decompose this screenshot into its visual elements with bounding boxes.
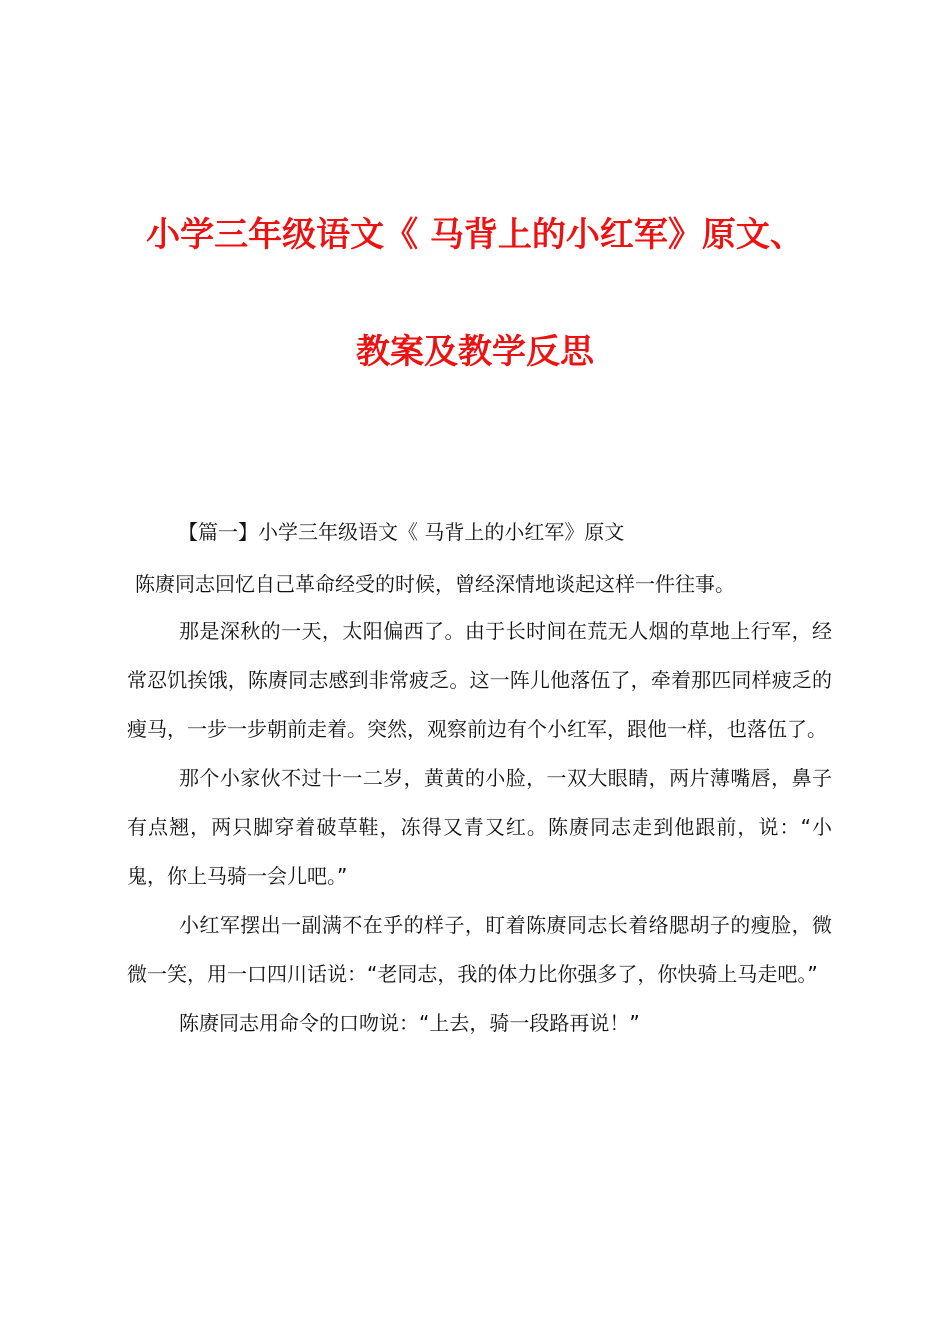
paragraph-5: 陈赓同志用命令的口吻说：“上去，骑一段路再说！”: [179, 1011, 640, 1035]
section-heading: 【篇一】小学三年级语文《 马背上的小红军》原文: [178, 520, 625, 544]
paragraph-1: 陈赓同志回忆自己革命经受的时候，曾经深情地谈起这样一件往事。: [135, 572, 735, 596]
document-body: [127, 516, 832, 1048]
document-title-line-2: 教案及教学反思: [356, 332, 594, 372]
paragraph-4: 小红军摆出一副满不在乎的样子，盯着陈赓同志长着络腮胡子的瘦脸，微微一笑，用一口四川话说：“老同志，我的体力比你强多了，你快骑上马走吧。”: [127, 913, 832, 986]
paragraph-3: 那个小家伙不过十一二岁，黄黄的小脸，一双大眼睛，两片薄嘴唇，鼻子有点翘，两只脚穿着破草鞋，冻得又青又红。陈赓同志走到他跟前，说：“小鬼，你上马骑一会儿吧。”: [127, 766, 832, 888]
document-title-line-1: 小学三年级语文《 马背上的小红军》原文、: [146, 215, 804, 255]
paragraph-2: 那是深秋的一天，太阳偏西了。由于长时间在荒无人烟的草地上行军，经常忍饥挨饿，陈赓同志感到非常疲乏。这一阵儿他落伍了，牵着那匹同样疲乏的瘦马，一步一步朝前走着。突然，观察前边有个小红军，跟他一样，也落伍了。: [127, 619, 832, 741]
